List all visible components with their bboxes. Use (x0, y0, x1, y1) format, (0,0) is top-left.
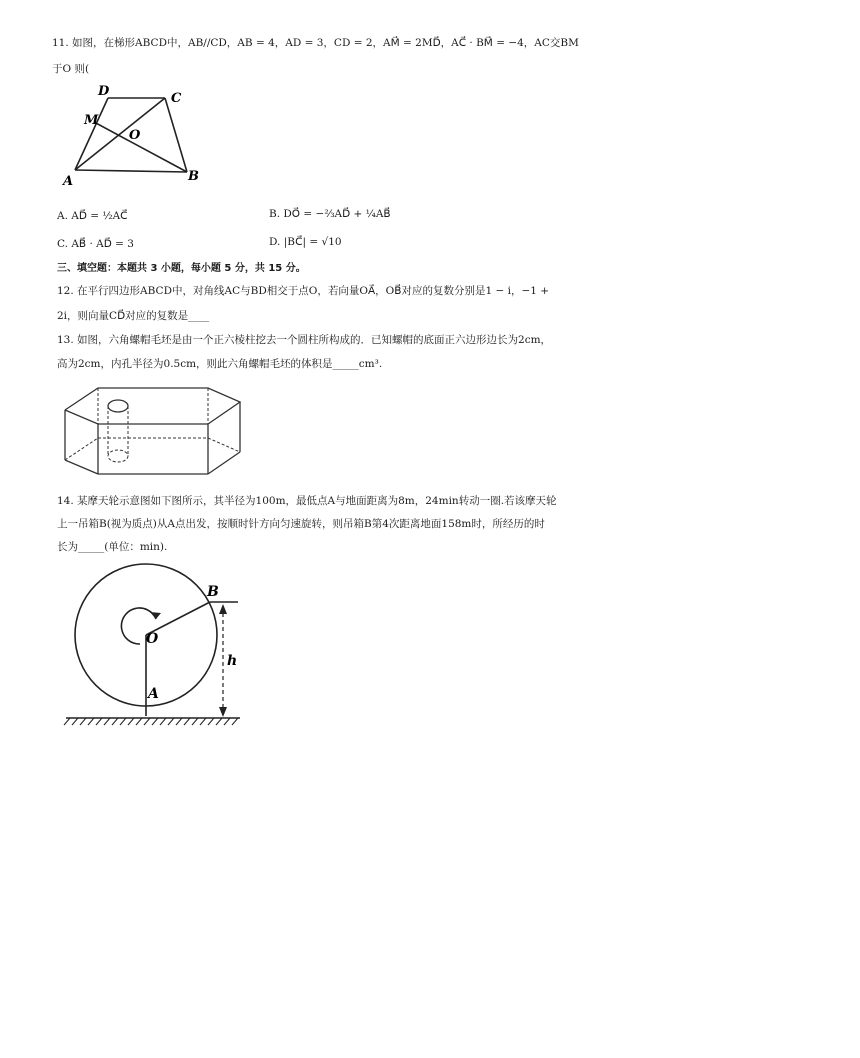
q13-line1: 13. 如图，六角螺帽毛坯是由一个正六棱柱挖去一个圆柱所构成的．已知螺帽的底面正六边形边长为2cm， (57, 334, 552, 346)
label-C: C (171, 91, 182, 106)
arrow-up-icon (219, 604, 227, 614)
label-O: O (129, 128, 141, 143)
q12-line1: 12. 在平行四边形ABCD中，对角线AC与BD相交于点O，若向量OA⃗，OB⃗对应的复数分别是1 − i，−1 + (57, 285, 550, 297)
q11-line1: 11. 如图，在梯形ABCD中，AB//CD，AB = 4，AD = 3，CD = 2，AM⃗ = 2MD⃗，AC⃗ · BM⃗ = −4，AC交BM (52, 37, 579, 49)
q14-line2: 上一吊箱B(视为质点)从A点出发，按顺时针方向匀速旋转，则吊箱B第4次距离地面158m时，所经历的时 (57, 518, 545, 530)
q11-option-d: D. |BC⃗| = √10 (269, 236, 342, 248)
q11-line2: 于O 则( (52, 63, 90, 75)
label-M: M (84, 113, 99, 128)
label-B: B (188, 169, 199, 184)
q13-line2: 高为2cm，内孔半径为0.5cm，则此六角螺帽毛坯的体积是_____cm³. (57, 358, 383, 370)
q11-option-c: C. AB⃗ · AD⃗ = 3 (57, 238, 134, 250)
q14-line3: 长为_____(单位：min). (57, 541, 168, 553)
rotation-arrow-icon (150, 612, 161, 619)
q11-option-b: B. DO⃗ = −⅔AD⃗ + ¼AB⃗ (269, 208, 391, 220)
arrow-down-icon (219, 707, 227, 717)
label-B: B (207, 584, 219, 600)
ferris-wheel-figure (60, 568, 260, 733)
q11-option-a: A. AD⃗ = ½AC⃗ (57, 210, 128, 222)
section-heading: 三、填空题：本题共 3 小题，每小题 5 分，共 15 分。 (57, 263, 306, 274)
q12-line2: 2i，则向量CD⃗对应的复数是____ (57, 310, 210, 322)
hex-nut-figure (60, 380, 250, 480)
trapezoid-figure (55, 82, 215, 192)
label-h: h (227, 653, 238, 669)
label-A: A (63, 174, 74, 189)
label-A: A (148, 686, 159, 702)
label-O: O (146, 631, 159, 647)
label-D: D (98, 84, 110, 99)
q14-line1: 14. 某摩天轮示意图如下图所示，其半径为100m，最低点A与地面距离为8m，24min转动一圈.若该摩天轮 (57, 495, 557, 507)
